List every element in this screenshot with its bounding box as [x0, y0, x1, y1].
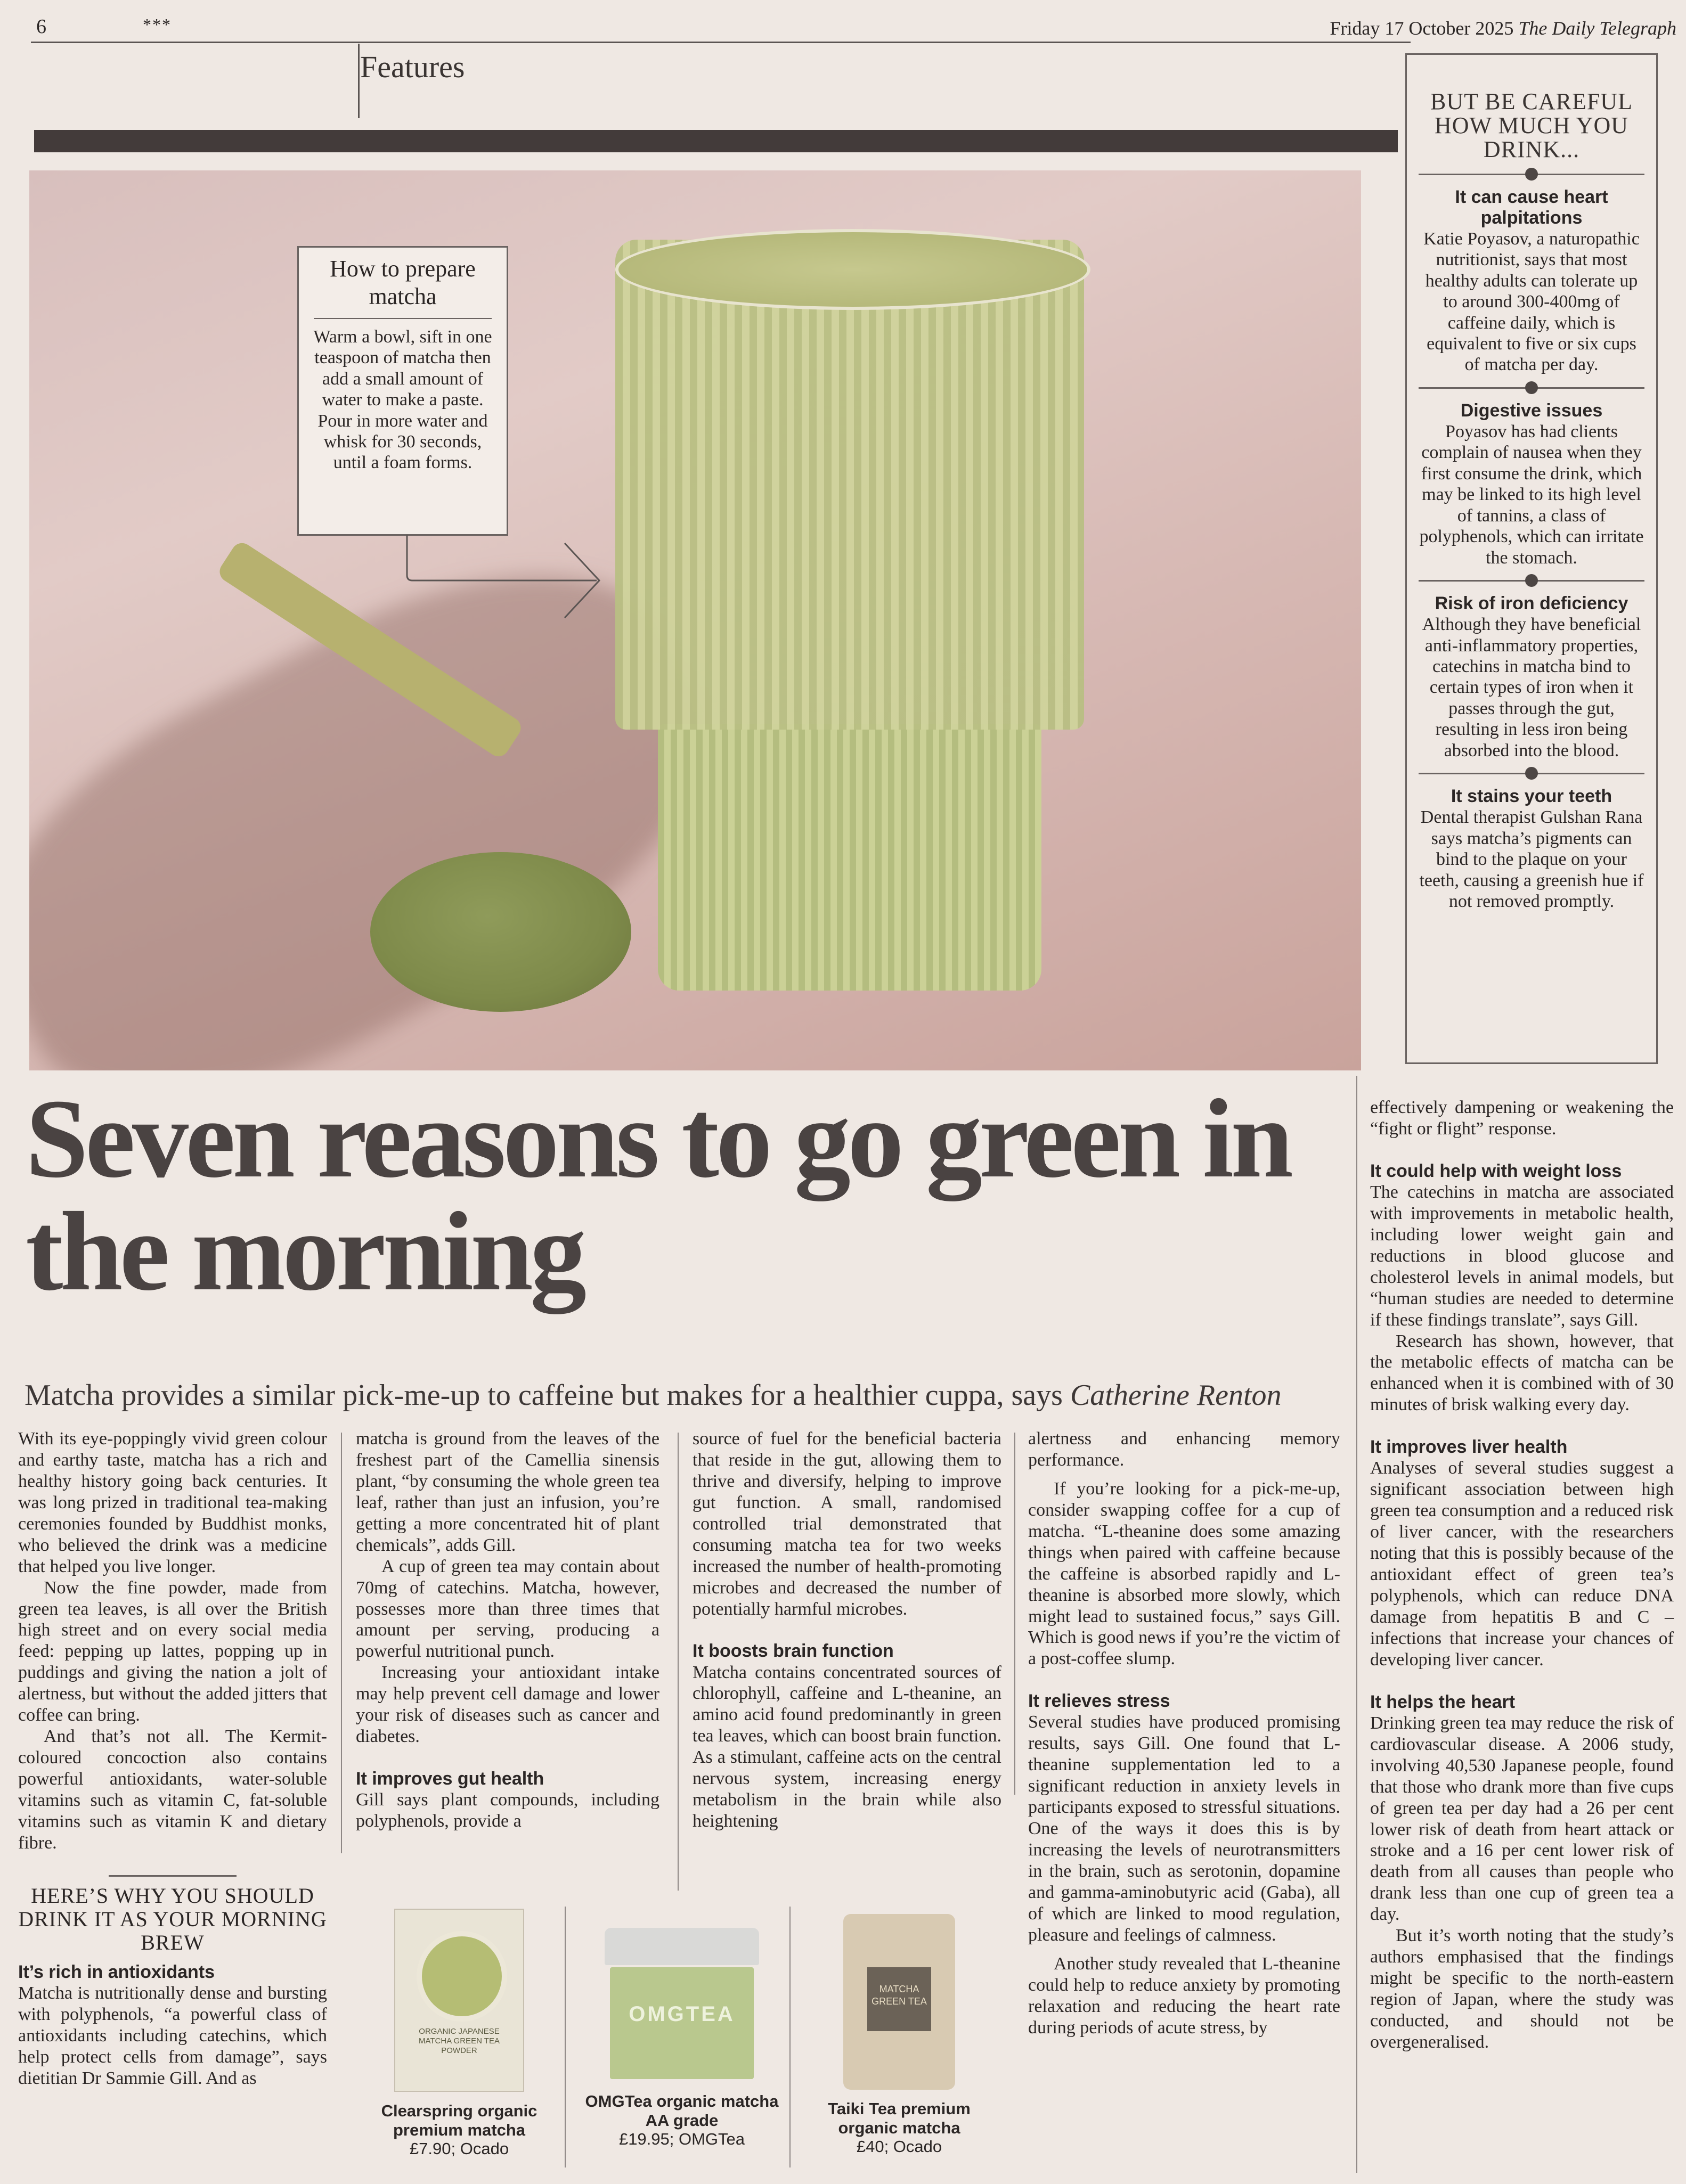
- edition-stars: ***: [143, 15, 172, 34]
- paragraph: The catechins in matcha are associated with improvements in metabolic health, including lower weight gain and reductions in blood glucose and cholesterol levels in animal models, but “human studies are needed to determine if these findings translate”, says Gill.: [1370, 1182, 1674, 1330]
- paragraph: And that’s not all. The Kermit-coloured concoction also contains powerful antioxidants, water-soluble vitamins such as vitamin C, fat-soluble vitamins such as vitamin K and dietary fibre.: [18, 1727, 327, 1853]
- column-rule: [1014, 1433, 1015, 1795]
- column-rule: [678, 1433, 679, 1891]
- product-name: OMGTea organic matcha AA grade: [585, 2092, 779, 2130]
- paragraph: With its eye-poppingly vivid green colour and earthy taste, matcha has a rich and healthy history going back centuries. It was long prized in traditional tea-making ceremonies founded by Buddhist monks, who believed the drink was a medicine that helped you live longer.: [18, 1429, 327, 1576]
- product-image: [394, 1909, 524, 2092]
- headline: Seven reasons to go green in the morning: [26, 1076, 1291, 1314]
- sidebar-divider: [1419, 387, 1644, 389]
- product-price: £7.90; Ocado: [409, 2139, 509, 2158]
- paragraph: matcha is ground from the leaves of the freshest part of the Camellia sinensis plant, “by consuming the whole green tea leaf, rather than just an infusion, you’re getting a more concentrated hit of plant chemicals”, adds Gill.: [356, 1429, 659, 1555]
- standfirst-text: Matcha provides a similar pick-me-up to caffeine but makes for a healthier cuppa, says: [25, 1379, 1070, 1412]
- byline: Catherine Renton: [1070, 1379, 1282, 1412]
- article-column-5: [1370, 1097, 1674, 2053]
- howto-box: [297, 246, 508, 536]
- product-name: Clearspring organic premium matcha: [381, 2101, 537, 2139]
- paragraph: If you’re looking for a pick-me-up, consider swapping coffee for a cup of matcha. “L-theanine does some amazing things when paired with caffeine because the caffeine is absorbed rapidly and L-theanine is absorbed more slowly, which might lead to sustained focus,” says Gill. Which is good news if you’re the victim of a post-coffee slump.: [1028, 1478, 1340, 1669]
- product-omgtea: [581, 1928, 783, 2149]
- sidebar-heading: Digestive issues: [1460, 400, 1603, 421]
- product-price: £19.95; OMGTea: [618, 2130, 745, 2149]
- column-rule: [565, 1907, 566, 2167]
- paragraph: Another study revealed that L-theanine could help to reduce anxiety by promoting relaxation and reducing the heart rate during periods of acute stress, by: [1028, 1953, 1340, 2038]
- matcha-photo: [29, 170, 1361, 1070]
- paragraph: A cup of green tea may contain about 70mg of catechins. Matcha, however, possesses more than three times that amount per serving, producing a powerful nutritional punch.: [356, 1556, 659, 1662]
- pull-rule: [109, 1875, 237, 1877]
- sidebar-heading: It stains your teeth: [1451, 786, 1612, 807]
- pull-heading: HERE’S WHY YOU SHOULD DRINK IT AS YOUR MORNING BREW: [18, 1883, 327, 1954]
- section-divider: [358, 44, 360, 118]
- article-column-4: [1028, 1428, 1340, 2038]
- pack-label: OMGTEA: [629, 2002, 735, 2026]
- matcha-powder-spoon: [370, 852, 631, 1012]
- glass-lower: [658, 724, 1041, 991]
- sidebar-divider: [1419, 174, 1644, 175]
- paragraph: alertness and enhancing memory performance.: [1028, 1429, 1340, 1470]
- sidebar-text: Katie Poyasov, a naturopathic nutritionist, says that most healthy adults can tolerate up to around 300-400mg of caffeine daily, which is equivalent to five or six cups of matcha per day.: [1423, 228, 1640, 375]
- pack-label: MATCHA GREEN TEA: [867, 1967, 931, 2031]
- paragraph: Gill says plant compounds, including polyphenols, provide a: [356, 1790, 659, 1831]
- masthead-rule: [31, 42, 1411, 43]
- product-taiki: [798, 1914, 1000, 2156]
- howto-rule: [314, 318, 492, 319]
- warning-sidebar: [1405, 53, 1658, 1064]
- sidebar-heading: It can cause heart palpitations: [1455, 186, 1608, 228]
- sidebar-text: Dental therapist Gulshan Rana says matcha’s pigments can bind to the plaque on your teeth, causing a greenish hue if not removed promptly.: [1419, 807, 1644, 912]
- paragraph: Several studies have produced promising results, says Gill. One found that L-theanine supplementation led to a significant reduction in anxiety levels in participants exposed to stressful situations. One of the ways it does this is by increasing the levels of neurotransmitters in the brain, such as serotonin, dopamine and gamma-aminobutyric acid (Gaba), all of which are linked to mood regulation, pleasure and feelings of calmness.: [1028, 1712, 1340, 1945]
- sidebar-title: BUT BE CAREFUL HOW MUCH YOU DRINK...: [1430, 88, 1633, 162]
- standfirst: [25, 1378, 1356, 1412]
- product-image: [843, 1914, 955, 2090]
- sidebar-divider: [1419, 580, 1644, 582]
- howto-text: Warm a bowl, sift in one teaspoon of matcha then add a small amount of water to make a paste. Pour in more water and whisk for 30 seconds, until a foam forms.: [313, 326, 492, 473]
- subheading: It boosts brain function: [693, 1641, 894, 1662]
- dateline-date: Friday 17 October 2025: [1330, 18, 1514, 39]
- section-label: Features: [360, 50, 465, 84]
- howto-title: How to prepare matcha: [330, 256, 476, 309]
- article-column-2: [356, 1428, 659, 1832]
- glass-upper: [615, 240, 1084, 730]
- arrow-icon: [405, 533, 607, 639]
- paragraph: Now the fine powder, made from green tea leaves, is all over the British high street and on every social media feed: pepping up lattes, popping up in puddings and giving the nation a jolt of alertness, but without the added jitters that coffee can bring.: [18, 1577, 327, 1725]
- subheading: It’s rich in antioxidants: [18, 1961, 215, 1982]
- product-price: £40; Ocado: [856, 2137, 942, 2156]
- dateline: [1330, 17, 1676, 39]
- subheading: It relieves stress: [1028, 1691, 1170, 1712]
- pack-label: ORGANIC JAPANESE MATCHA GREEN TEA POWDER: [419, 2027, 500, 2055]
- subheading: It could help with weight loss: [1370, 1160, 1622, 1181]
- sidebar-text: Poyasov has had clients complain of nausea when they first consume the drink, which may be linked to its high level of tannins, a class of polyphenols, which can irritate the stomach.: [1419, 421, 1644, 568]
- paragraph: Increasing your antioxidant intake may help prevent cell damage and lower your risk of diseases such as cancer and diabetes.: [356, 1663, 659, 1747]
- product-image: [605, 1928, 759, 2082]
- subheading: It improves gut health: [356, 1769, 544, 1789]
- sidebar-heading: Risk of iron deficiency: [1435, 593, 1628, 614]
- paragraph: But it’s worth noting that the study’s authors emphasised that the findings might be specific to the north-eastern region of Japan, where the study was conducted, and should not be overgeneralised.: [1370, 1926, 1674, 2052]
- article-column-1: [18, 1428, 327, 2089]
- paragraph: Matcha is nutritionally dense and bursting with polyphenols, “a powerful class of antioxidants including catechins, which help protect cells from damage”, says dietitian Dr Sammie Gill. And as: [18, 1983, 327, 2088]
- column-rule: [1356, 1076, 1357, 2173]
- column-rule: [341, 1433, 342, 1853]
- article-column-3: [693, 1428, 1001, 1832]
- column-rule: [789, 1907, 791, 2167]
- paragraph: Research has shown, however, that the metabolic effects of matcha can be enhanced when it is combined with of 30 minutes of brisk walking every day.: [1370, 1331, 1674, 1415]
- product-name: Taiki Tea premium organic matcha: [828, 2099, 971, 2137]
- paragraph: source of fuel for the beneficial bacteria that reside in the gut, allowing them to thrive and diversify, helping to improve gut function. A small, randomised controlled trial demonstrated that consuming matcha tea for two weeks increased the number of health-promoting microbes and decreased the number of potentially harmful microbes.: [693, 1429, 1001, 1619]
- paragraph: effectively dampening or weakening the “fight or flight” response.: [1370, 1098, 1674, 1139]
- subheading: It helps the heart: [1370, 1691, 1516, 1712]
- page-number: 6: [36, 15, 46, 38]
- sidebar-text: Although they have beneficial anti-inflammatory properties, catechins in matcha bind to certain types of iron when it passes through the gut, resulting in less iron being absorbed into the blood.: [1422, 615, 1641, 760]
- subheading: It improves liver health: [1370, 1437, 1568, 1458]
- newspaper-name: The Daily Telegraph: [1518, 18, 1676, 39]
- paragraph: Matcha contains concentrated sources of chlorophyll, caffeine and L-theanine, an amino acid found predominantly in green tea leaves, which can boost brain function. As a stimulant, caffeine acts on the central nervous system, increasing energy metabolism in the brain while also heightening: [693, 1662, 1001, 1831]
- header-bar: [34, 130, 1398, 152]
- paragraph: Analyses of several studies suggest a significant association between high green tea consumption and a reduced risk of liver cancer, with the researchers noting that this is possibly because of the antioxidant effect of green tea’s polyphenols, which can reduce DNA damage from hepatitis B and C – infections that increase your chances of developing liver cancer.: [1370, 1458, 1674, 1670]
- product-clearspring: [358, 1909, 560, 2158]
- paragraph: Drinking green tea may reduce the risk of cardiovascular disease. A 2006 study, involving 40,530 Japanese people, found that those who drank more than five cups of green tea per day had a 26 per cent lower risk of death from heart attack or stroke and a 16 per cent lower risk of death from all causes than people who drank less than one cup of green tea a day.: [1370, 1713, 1674, 1925]
- glass-rim: [615, 229, 1090, 310]
- sidebar-divider: [1419, 773, 1644, 774]
